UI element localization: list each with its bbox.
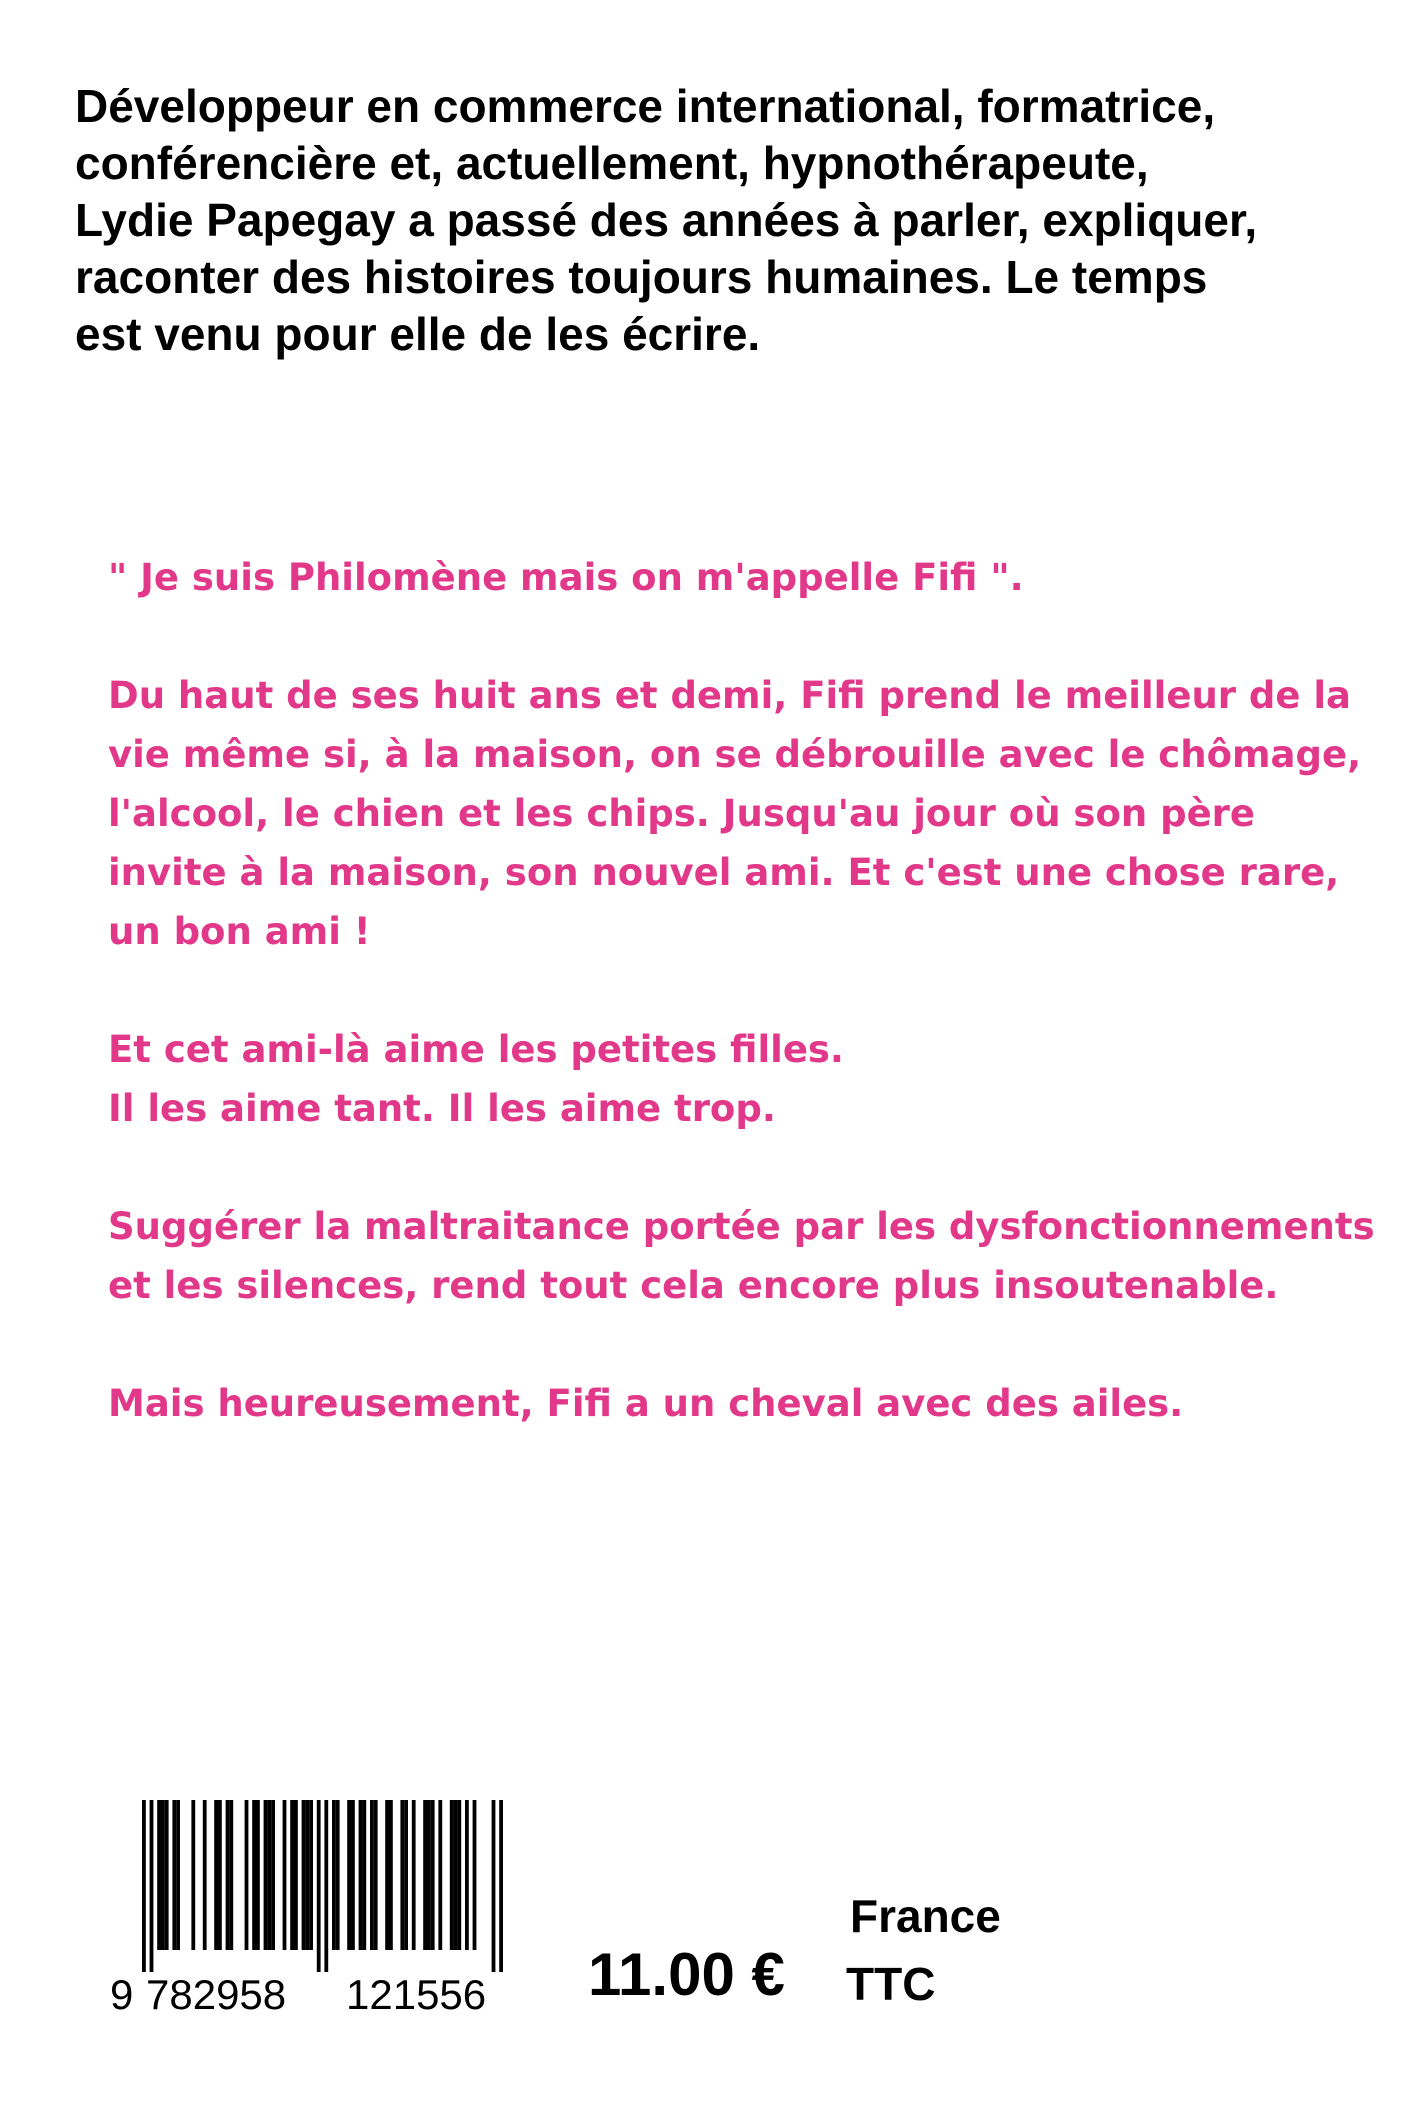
barcode-bar <box>218 1800 222 1950</box>
author-bio-line: raconter des histoires toujours humaines. Le temps <box>75 251 1208 303</box>
barcode-bar <box>226 1800 230 1950</box>
blurb-quote: " Je suis Philomène mais on m'appelle Fifi ". <box>108 556 1024 599</box>
barcode-bar <box>499 1800 503 1972</box>
isbn-barcode <box>110 1800 522 2020</box>
barcode-bar <box>317 1800 321 1972</box>
barcode-digits <box>110 1970 522 2020</box>
price-country: France <box>850 1890 1001 1942</box>
barcode-bar <box>252 1800 256 1950</box>
barcode-bar <box>245 1800 249 1950</box>
book-blurb <box>108 548 1375 1433</box>
barcode-bar <box>267 1800 271 1950</box>
barcode-bar <box>400 1800 404 1950</box>
barcode-bar <box>150 1800 154 1972</box>
barcode-bar <box>302 1800 306 1950</box>
barcode-bar <box>142 1800 146 1972</box>
barcode-bar <box>438 1800 442 1950</box>
blurb-spacer <box>108 1315 1358 1374</box>
author-bio-line: Lydie Papegay a passé des années à parler, expliquer, <box>75 194 1258 246</box>
barcode-bar <box>347 1800 351 1950</box>
author-bio-line: conférencière et, actuellement, hypnothérapeute, <box>75 137 1149 189</box>
blurb-closing: Mais heureusement, Fifi a un cheval avec des ailes. <box>108 1382 1184 1425</box>
barcode-bar <box>332 1800 336 1950</box>
barcode-bar <box>290 1800 294 1950</box>
barcode-bar <box>176 1800 180 1950</box>
barcode-bar <box>172 1800 176 1950</box>
barcode-digit-group-1: 782958 <box>146 1971 287 2018</box>
barcode-bar <box>351 1800 355 1950</box>
blurb-paragraph-3-line: et les silences, rend tout cela encore plus insoutenable. <box>108 1264 1279 1307</box>
author-bio <box>75 78 1375 363</box>
barcode-bar <box>423 1800 427 1950</box>
barcode-bar <box>457 1800 461 1950</box>
barcode-bar <box>385 1800 389 1950</box>
author-bio-line: Développeur en commerce international, formatrice, <box>75 80 1216 132</box>
barcode-bar <box>161 1800 165 1950</box>
barcode-bar <box>404 1800 408 1950</box>
barcode-bar <box>492 1800 496 1972</box>
blurb-paragraph-2-line: Il les aime tant. Il les aime trop. <box>108 1087 776 1130</box>
barcode-bar <box>294 1800 298 1950</box>
barcode-bar <box>324 1800 328 1972</box>
barcode-bar <box>271 1800 275 1950</box>
barcode-bar <box>465 1800 469 1950</box>
barcode-digit-group-2: 121556 <box>346 1971 487 2018</box>
barcode-bar <box>362 1800 366 1950</box>
barcode-bar <box>157 1800 161 1950</box>
blurb-spacer <box>108 1138 1358 1197</box>
barcode-bar <box>165 1800 169 1950</box>
barcode-bar <box>454 1800 458 1950</box>
barcode-bar <box>427 1800 431 1950</box>
barcode-bars <box>110 1800 522 1975</box>
barcode-bar <box>359 1800 363 1950</box>
price-tax: TTC <box>846 1958 936 2010</box>
barcode-bar <box>389 1800 393 1950</box>
blurb-paragraph-1-line: Du haut de ses huit ans et demi, Fifi prend le meilleur de la <box>108 674 1352 717</box>
blurb-paragraph-1-line: vie même si, à la maison, on se débrouille avec le chômage, <box>108 733 1362 776</box>
barcode-bar <box>450 1800 454 1950</box>
barcode-bar <box>191 1800 195 1950</box>
barcode-bar <box>309 1800 313 1950</box>
blurb-spacer <box>108 607 1358 666</box>
barcode-bar <box>431 1800 435 1950</box>
author-bio-line: est venu pour elle de les écrire. <box>75 308 761 360</box>
barcode-bar <box>283 1800 287 1950</box>
barcode-bar <box>214 1800 218 1950</box>
barcode-bar <box>473 1800 477 1950</box>
blurb-paragraph-3-line: Suggérer la maltraitance portée par les dysfonctionnements <box>108 1205 1375 1248</box>
barcode-bar <box>370 1800 374 1950</box>
barcode-bar <box>229 1800 233 1950</box>
blurb-paragraph-1-line: l'alcool, le chien et les chips. Jusqu'au jour où son père <box>108 792 1255 835</box>
barcode-bar <box>203 1800 207 1950</box>
barcode-bar <box>305 1800 309 1950</box>
barcode-digit-first: 9 <box>110 1971 134 2018</box>
barcode-bar <box>264 1800 268 1950</box>
price-amount: 11.00 € <box>588 1941 785 2008</box>
blurb-spacer <box>108 961 1358 1020</box>
blurb-paragraph-1-line: invite à la maison, son nouvel ami. Et c'est une chose rare, <box>108 851 1340 894</box>
barcode-bar <box>256 1800 260 1950</box>
barcode-bar <box>374 1800 378 1950</box>
barcode-bar <box>336 1800 340 1950</box>
blurb-paragraph-2-line: Et cet ami-là aime les petites filles. <box>108 1028 844 1071</box>
barcode-bar <box>412 1800 416 1950</box>
blurb-paragraph-1-line: un bon ami ! <box>108 910 371 953</box>
